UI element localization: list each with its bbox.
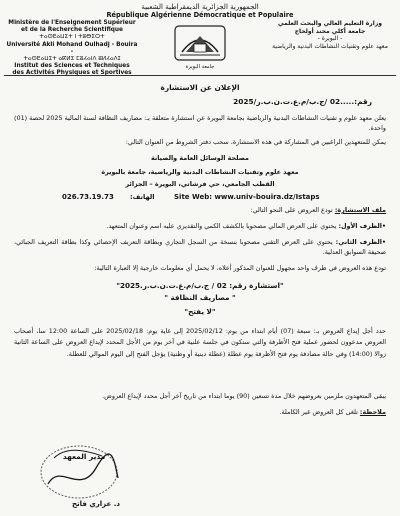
ministry-block-arabic xyxy=(266,20,394,50)
republic-french: République Algérienne Démocratique et Populaire xyxy=(106,11,294,19)
university-tifinagh-line: ⵜⴰⵙⴹⴰⵡⵉⵜ ⴰⴽⵍⵉ ⵎⵓⵃⴰⵏⴷ ⵓⵍⵃⴰⴷⵊ xyxy=(23,56,121,63)
street-address: القطب الجامعي، حي فرشاتي، البويرة – الجزائر xyxy=(125,180,275,188)
institute-line: Institut des Sciences et Techniques xyxy=(14,63,130,70)
republic-arabic: الجمهورية الجزائرية الديمقراطية الشعبية xyxy=(141,3,259,11)
phone-label: الهاتف: xyxy=(130,193,155,201)
ministry-block-french xyxy=(6,20,138,78)
ministry-line: Ministère de l'Enseignement Supérieur xyxy=(8,20,136,26)
document-title: الإعلان عن الاستشارة xyxy=(160,83,240,92)
intro-paragraph: يعلن معهد علوم و تقنيات النشاطات البدنية والرياضية بجامعة البويرة عن استشارة متعلقة بـ: مصاريف النظافة لسنة المالية 2025 لحصة (01) واحدة. xyxy=(14,114,386,132)
deposit-paragraph: تودع هذه العروض في ظرف واحد مجهول للعنوان المذكور أعلاه، لا يحمل أي معلومات خارجية إلا العبارة التالية: xyxy=(94,264,386,272)
ministry-line: et de la Recherche Scientifique xyxy=(21,27,123,34)
university-line: Université Akli Mohand Oulhadj - Bouira - xyxy=(6,41,138,55)
header-divider xyxy=(4,75,396,76)
envelope-one-paragraph xyxy=(14,222,386,232)
note-text: تلغى كل العروض غير الكاملة. xyxy=(279,408,358,416)
envelope-two-paragraph xyxy=(14,238,386,257)
logo-caption: جامعة البويرة xyxy=(185,64,215,70)
file-label: ملف الاستشارة: xyxy=(334,206,386,214)
official-stamp-icon xyxy=(36,432,122,502)
ministry-line-ar: وزارة التعليم العالي والبحث العلمي xyxy=(277,20,382,27)
envelope-quote-ref: "استشارة رقم: 02 / ج.ب/م.ع.ت.ن.ب.ر.2025" xyxy=(116,281,284,290)
university-logo-icon xyxy=(172,22,228,64)
university-tifinagh-line: ⵜⴰⵙⴹⴰⵡⵉⵜ ⵏ ⵜⵓⴱⵉⵔⵜ xyxy=(39,34,105,41)
website: Site Web: www.univ-bouira.dz/Istaps xyxy=(174,193,320,201)
signature-title: مدير المعهد xyxy=(62,452,106,461)
note-label: ملاحظة: xyxy=(359,408,386,416)
institute-address: معهد علوم وتقنيات النشاطات البدنية والرياضية، جامعة بالبويرة xyxy=(101,168,299,176)
envelope-two-label: •الظرف الثاني: xyxy=(335,238,387,246)
envelope-quote-subject: " مصاريف النظافة " xyxy=(164,293,236,302)
validity-paragraph: يبقى المتعهدون ملزمين بعروضهم خلال مدة تسعين (90) يوما ابتداء من تاريخ آخر أجل محدد لإيداع العروض. xyxy=(102,392,386,400)
city-line-ar: - البويرة - xyxy=(317,35,343,43)
signatory-name: د. عزاري فاتح xyxy=(72,500,120,508)
file-paragraph xyxy=(14,206,386,216)
institute-line-ar: معهد علوم وتقنيات النشاطات البدنية والرياضية xyxy=(272,42,388,50)
file-text: تودع العروض على النحو التالي: xyxy=(250,206,333,214)
envelope-one-label: •الظرف الأول: xyxy=(338,222,386,230)
phone-number: 026.73.19.73 xyxy=(62,193,114,201)
reference-number: رقم:.....02 /ج.ب/م.ع.ت.ن.ب.ر/2025 xyxy=(233,97,372,106)
institute-line: des Activités Physiques et Sportives xyxy=(12,70,132,77)
envelope-two-text: يحتوي على العرض التقني مصحوبا بنسخة من السجل التجاري وبطاقة التعريف الإحصائي وكذا بطاقة التعريف الجبائي، صحيفة السوابق العدلية. xyxy=(14,238,386,256)
university-line-ar: جامعة أكلي محند أولحاج xyxy=(294,27,366,35)
note-paragraph xyxy=(14,408,386,418)
invite-paragraph: يمكن للمتعهدين الراغبين في المشاركة في هذه الاستشارة، سحب دفتر الشروط من العنوان التالي: xyxy=(125,138,386,146)
service-name: مصلحة الوسائل العامة والصيانة xyxy=(151,154,249,162)
deadline-paragraph: حدد أجل إيداع العروض بـ: سبعة (07) أيام ابتداء من يوم: 2025/02/12 إلى غاية يوم: 2025/02/18 على الساعة 12:00 سا، أصحاب العروض مدعوون لحضور عملية فتح الأظرفة والتي ستكون في جلسة علنية في آخر يوم من الأجل المحدد لإيداع العروض على الساعة الثانية زوالا (14:00) وفي حالة مصادفة يوم فتح الأظرفة يوم عطلة (عطلة دينية أو وطنية) يؤجل الفتح إلى اليوم الموالي للعطلة. xyxy=(14,327,387,358)
envelope-quote-do-not-open: "لا يفتح" xyxy=(184,307,216,316)
envelope-one-text: يحتوي على العرض المالي مصحوبا بالكشف الكمي والتقديري عليه اسم وعنوان المتعهد. xyxy=(106,222,337,230)
